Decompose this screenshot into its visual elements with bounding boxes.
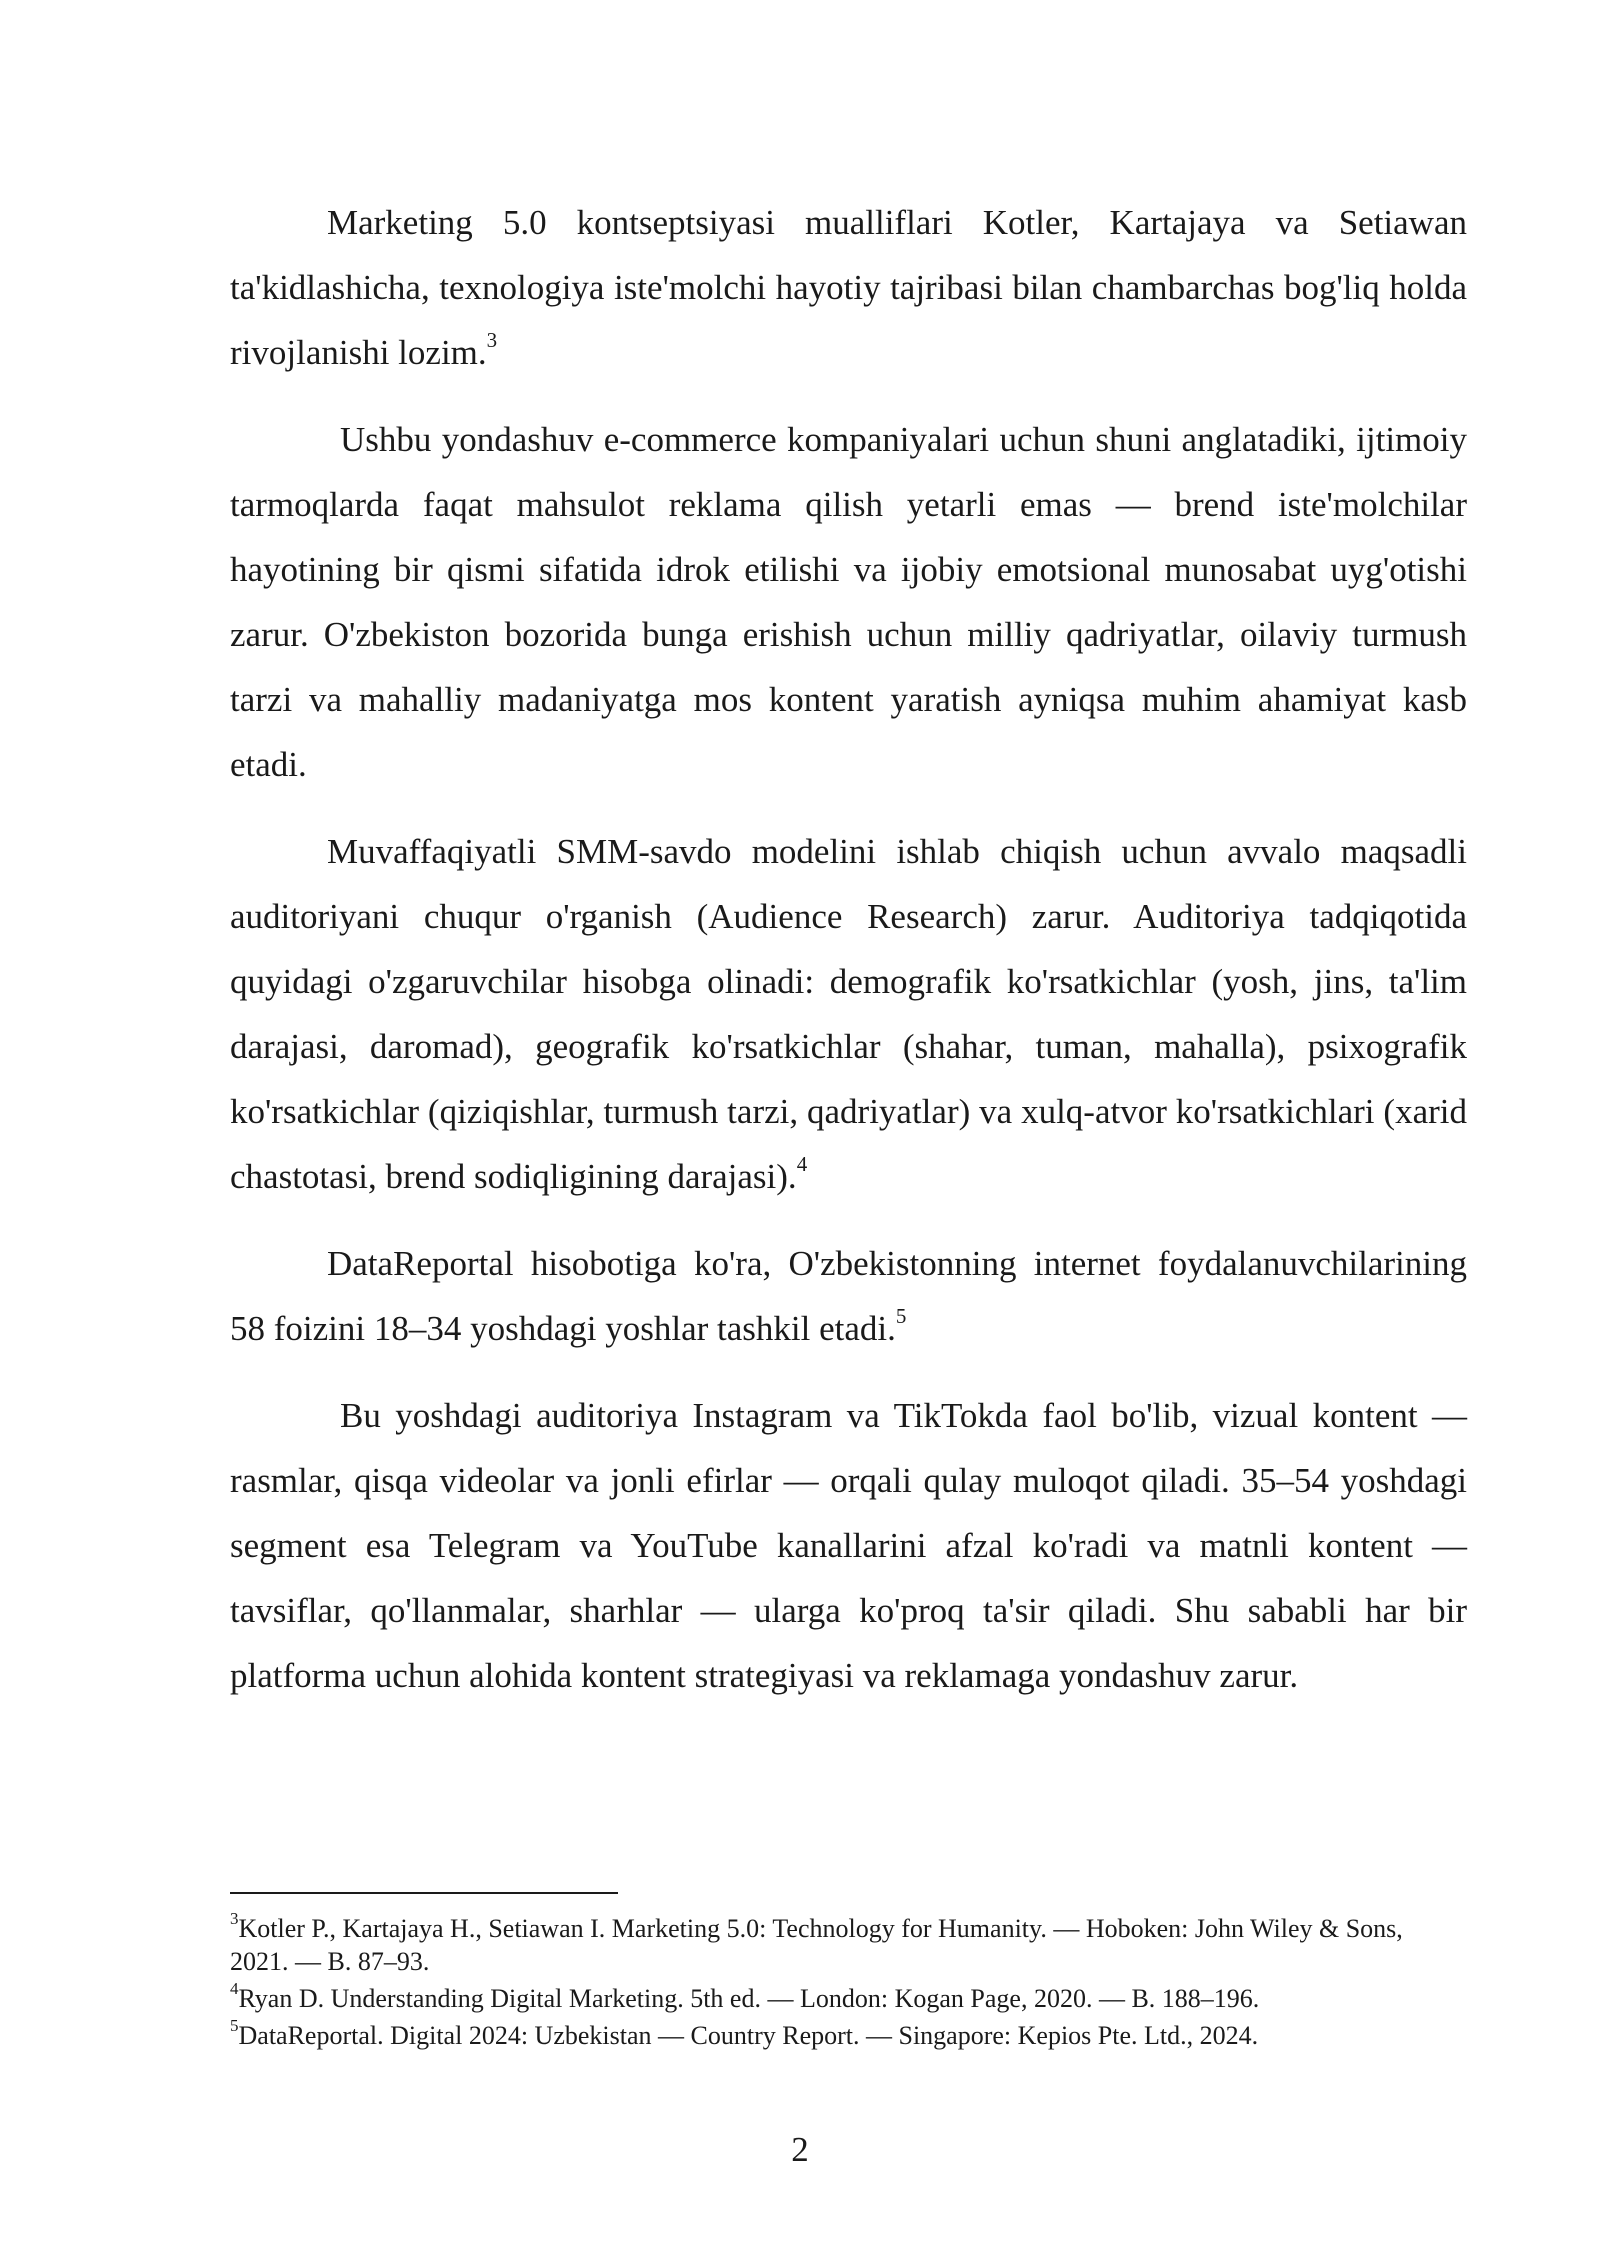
footnote-text: Kotler P., Kartajaya H., Setiawan I. Marketing 5.0: Technology for Humanity. — Hoboken: John Wiley & Sons, 2021. — B. 87–93. [230,1914,1403,1976]
paragraph-text: Marketing 5.0 kontseptsiyasi mualliflari Kotler, Kartajaya va Setiawan ta'kidlashicha, texnologiya iste'molchi hayotiy tajribasi bilan chambarchas bog'liq holda rivojlanishi lozim. [230,203,1467,372]
paragraph-datareportal [230,1231,1467,1361]
page-number: 2 [791,2130,809,2169]
footnote-reference: 4 [796,1152,808,1177]
footnote-number: 3 [230,1909,239,1929]
footnote-number: 4 [230,1979,239,1999]
footnote-3 [230,1909,1467,1978]
footnotes [230,1909,1467,2056]
paragraph-platform-segments [230,1383,1467,1708]
paragraph-text: Ushbu yondashuv e-commerce kompaniyalari uchun shuni anglatadiki, ijtimoiy tarmoqlarda faqat mahsulot reklama qilish yetarli emas — brend iste'molchilar hayotining bir qismi sifatida idrok etilishi va ijobiy emotsional munosabat uyg'otishi zarur. O'zbekiston bozorida bunga erishish uchun milliy qadriyatlar, oilaviy turmush tarzi va mahalliy madaniyatga mos kontent yaratish ayniqsa muhim ahamiyat kasb etadi. [230,420,1467,784]
paragraph-ecommerce-approach [230,407,1467,797]
paragraph-text: Bu yoshdagi auditoriya Instagram va TikTokda faol bo'lib, vizual kontent — rasmlar, qisqa videolar va jonli efirlar — orqali qulay muloqot qiladi. 35–54 yoshdagi segment esa Telegram va YouTube kanallarini afzal ko'radi va matnli kontent — tavsiflar, qo'llanmalar, sharhlar — ularga ko'proq ta'sir qiladi. Shu sababli har bir platforma uchun alohida kontent strategiyasi va reklamaga yondashuv zarur. [230,1396,1467,1695]
footnote-number: 5 [230,2016,239,2036]
footnote-separator [230,1892,618,1894]
paragraph-marketing-5-0 [230,190,1467,385]
paragraph-audience-research [230,819,1467,1209]
footnote-text: DataReportal. Digital 2024: Uzbekistan — Country Report. — Singapore: Kepios Pte. Ltd., 2024. [238,2021,1259,2050]
footnote-text: Ryan D. Understanding Digital Marketing. 5th ed. — London: Kogan Page, 2020. — B. 188–196. [238,1984,1260,2013]
body-text [230,190,1467,1730]
footnote-reference: 3 [486,328,498,353]
footnote-reference: 5 [895,1304,907,1329]
paragraph-text: DataReportal hisobotiga ko'ra, O'zbekistonning internet foydalanuvchilarining 58 foizini 18–34 yoshdagi yoshlar tashkil etadi. [230,1244,1467,1348]
footnote-5 [230,2016,1467,2052]
footnote-4 [230,1979,1467,2015]
paragraph-text: Muvaffaqiyatli SMM-savdo modelini ishlab chiqish uchun avvalo maqsadli auditoriyani chuqur o'rganish (Audience Research) zarur. Auditoriya tadqiqotida quyidagi o'zgaruvchilar hisobga olinadi: demografik ko'rsatkichlar (yosh, jins, ta'lim darajasi, daromad), geografik ko'rsatkichlar (shahar, tuman, mahalla), psixografik ko'rsatkichlar (qiziqishlar, turmush tarzi, qadriyatlar) va xulq-atvor ko'rsatkichlari (xarid chastotasi, brend sodiqligining darajasi). [230,832,1467,1196]
